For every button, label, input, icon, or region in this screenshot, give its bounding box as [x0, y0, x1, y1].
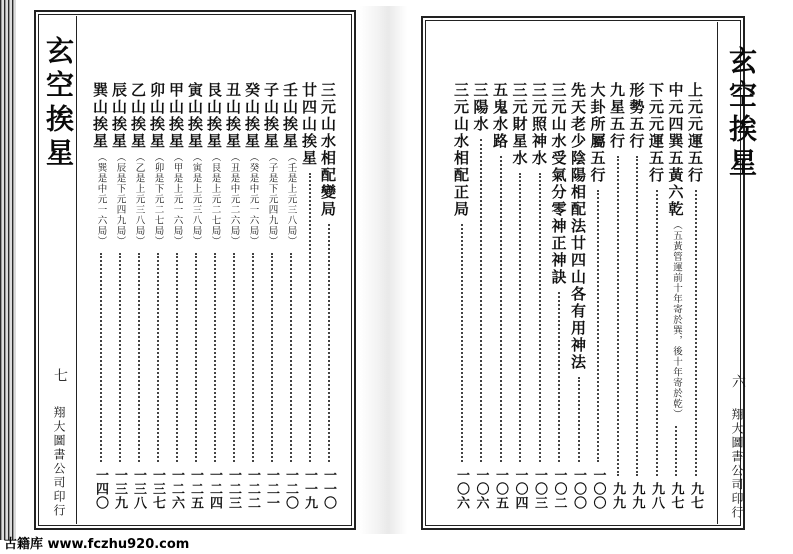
toc-entry-note: （卯是下元二七局） [152, 152, 164, 247]
toc-entry-title: 甲山挨星 [167, 82, 185, 150]
toc-entry-note: （子是下元四九局） [266, 152, 278, 247]
leader-dots [157, 253, 159, 463]
left-page-number: 七 [52, 368, 68, 382]
toc-entry-page: 一二二 [245, 468, 260, 510]
leader-dots [271, 253, 273, 463]
leader-dots [558, 292, 560, 462]
toc-entry-title: 下元元運五行 [647, 82, 665, 184]
book-binding-edge [0, 0, 16, 540]
toc-entry-page: 九九 [629, 482, 645, 510]
toc-entry-title: 辰山挨星 [110, 82, 128, 150]
leader-dots [195, 253, 197, 463]
toc-entry-page: 一〇二 [551, 468, 567, 510]
toc-entry-title: 丑山挨星 [224, 82, 242, 150]
right-publisher: 翔大圖書公司印行 [730, 408, 744, 520]
toc-entry-page: 一二四 [207, 468, 222, 510]
toc-entry-page: 一二一 [264, 468, 279, 510]
toc-entry [109, 82, 130, 510]
toc-entry-page: 一三九 [112, 468, 127, 510]
left-page [16, 6, 360, 534]
leader-dots [461, 224, 463, 462]
toc-entry [318, 82, 339, 510]
leader-dots [100, 253, 102, 463]
toc-entry [451, 82, 472, 510]
toc-entry [166, 82, 187, 510]
toc-entry-title: 卯山挨星 [148, 82, 166, 150]
toc-entry [529, 82, 550, 510]
toc-entry-note: （甲是上元一六局） [171, 152, 183, 247]
toc-entry-page: 九七 [688, 482, 703, 510]
leader-dots [695, 190, 697, 476]
toc-entry-title: 三元財星水 [510, 82, 529, 167]
toc-entry [204, 82, 225, 510]
toc-entry-note: （癸是中元一六局） [247, 152, 259, 247]
leader-dots [519, 173, 521, 462]
toc-entry-page: 一〇六 [454, 468, 469, 510]
toc-entry-page: 一一〇 [321, 468, 336, 510]
toc-entry-title: 三陽水 [471, 82, 490, 133]
toc-entry [471, 82, 492, 510]
toc-entry-title: 先天老少陰陽相配法廿四山各有用神法 [569, 82, 587, 371]
toc-entry [490, 82, 511, 510]
toc-entry [261, 82, 282, 510]
right-page-number: 六 [730, 374, 746, 388]
toc-entry [588, 82, 609, 510]
toc-entry-page: 九九 [610, 482, 625, 510]
toc-entry-title: 廿四山挨星 [300, 82, 318, 167]
toc-entry-title: 壬山挨星 [281, 82, 299, 150]
toc-entry [627, 82, 648, 510]
leader-dots [119, 253, 121, 463]
toc-entry-page: 一〇〇 [571, 468, 586, 510]
toc-entry-title: 三元山水受氣分零神正神訣 [549, 82, 568, 286]
leader-dots [252, 253, 254, 463]
toc-entry [568, 82, 589, 510]
left-page-title: 玄空挨星 [42, 36, 75, 172]
toc-entry-title: 乙山挨星 [129, 82, 147, 150]
toc-entry-note: （乙是上元三八局） [133, 152, 145, 247]
toc-entry-title: 三元照神水 [530, 82, 548, 167]
leader-dots [138, 253, 140, 463]
toc-entry-title: 形勢五行 [627, 82, 646, 150]
leader-dots [539, 173, 541, 462]
leader-dots [656, 190, 658, 476]
toc-entry-title: 中元四巽五黃六乾 [666, 82, 685, 218]
toc-entry-page: 一二〇 [283, 468, 298, 510]
toc-entry-page: 一〇三 [532, 468, 547, 510]
leader-dots [328, 224, 330, 462]
footer-watermark [0, 534, 793, 554]
toc-entry-page: 九七 [668, 482, 684, 510]
leader-dots [214, 253, 216, 463]
toc-entry-title: 子山挨星 [262, 82, 280, 150]
right-title-rule [717, 22, 718, 524]
right-page-title: 玄空挨星 [725, 46, 758, 182]
leader-dots [176, 253, 178, 463]
leader-dots [578, 377, 580, 462]
toc-entry-note: （辰是下元四九局） [114, 152, 126, 247]
toc-entry [90, 82, 111, 510]
toc-entry-note: （艮是上元二七局） [209, 152, 221, 247]
toc-entry [223, 82, 244, 510]
leader-dots [480, 139, 482, 462]
toc-entry [549, 82, 570, 510]
toc-entry [510, 82, 531, 510]
toc-entry-note: （五黃管運前十年寄於巽，後十年寄於乾） [671, 220, 682, 420]
toc-entry-page: 一〇〇 [590, 468, 606, 510]
toc-entry-title: 癸山挨星 [243, 82, 261, 150]
leader-dots [636, 156, 638, 476]
toc-entry-title: 寅山挨星 [186, 82, 204, 150]
toc-entry-page: 一一九 [302, 468, 317, 510]
leader-dots [290, 253, 292, 463]
toc-entry-page: 一〇四 [512, 468, 528, 510]
toc-entry-page: 一二五 [188, 468, 203, 510]
leader-dots [500, 156, 502, 462]
toc-entry [685, 82, 706, 510]
toc-entry-note: （丑是中元二六局） [228, 152, 240, 247]
toc-entry-page: 一四〇 [93, 468, 108, 510]
leader-dots [233, 253, 235, 463]
right-page [407, 6, 783, 534]
toc-entry-title: 三元山水相配變局 [319, 82, 337, 218]
toc-entry-page: 一二三 [226, 468, 241, 510]
toc-entry-note: （寅是上元三八局） [190, 152, 202, 247]
toc-entry-title: 大卦所屬五行 [588, 82, 607, 184]
toc-entry [185, 82, 206, 510]
toc-entry-title: 三元山水相配正局 [452, 82, 470, 218]
toc-entry-note: （巽是中元一六局） [95, 152, 107, 247]
toc-entry [242, 82, 263, 510]
toc-entry [128, 82, 149, 510]
toc-entry-page: 一二六 [169, 468, 184, 510]
toc-entry-note: （壬是上元三八局） [285, 152, 297, 247]
leader-dots [309, 173, 311, 462]
toc-entry-page: 一〇五 [493, 468, 508, 510]
toc-entry-title: 上元元運五行 [686, 82, 704, 184]
toc-entry-page: 一〇六 [473, 468, 489, 510]
leader-dots [597, 190, 599, 462]
leader-dots [617, 156, 619, 476]
toc-entry-title: 九星五行 [608, 82, 626, 150]
toc-entry [666, 82, 687, 510]
left-publisher: 翔大圖書公司印行 [52, 406, 66, 518]
toc-entry-page: 九八 [649, 482, 664, 510]
toc-entry [280, 82, 301, 510]
toc-entry [607, 82, 628, 510]
toc-entry-title: 五鬼水路 [491, 82, 509, 150]
leader-dots [675, 426, 677, 477]
toc-entry-title: 巽山挨星 [91, 82, 109, 150]
book-gutter [360, 6, 407, 534]
toc-entry [299, 82, 320, 510]
toc-entry-page: 一三八 [131, 468, 146, 510]
toc-entry [147, 82, 168, 510]
toc-entry-page: 一三七 [150, 468, 165, 510]
watermark-text: 古籍库 www.fczhu920.com [4, 537, 190, 552]
toc-entry [646, 82, 667, 510]
toc-entry-title: 艮山挨星 [205, 82, 223, 150]
